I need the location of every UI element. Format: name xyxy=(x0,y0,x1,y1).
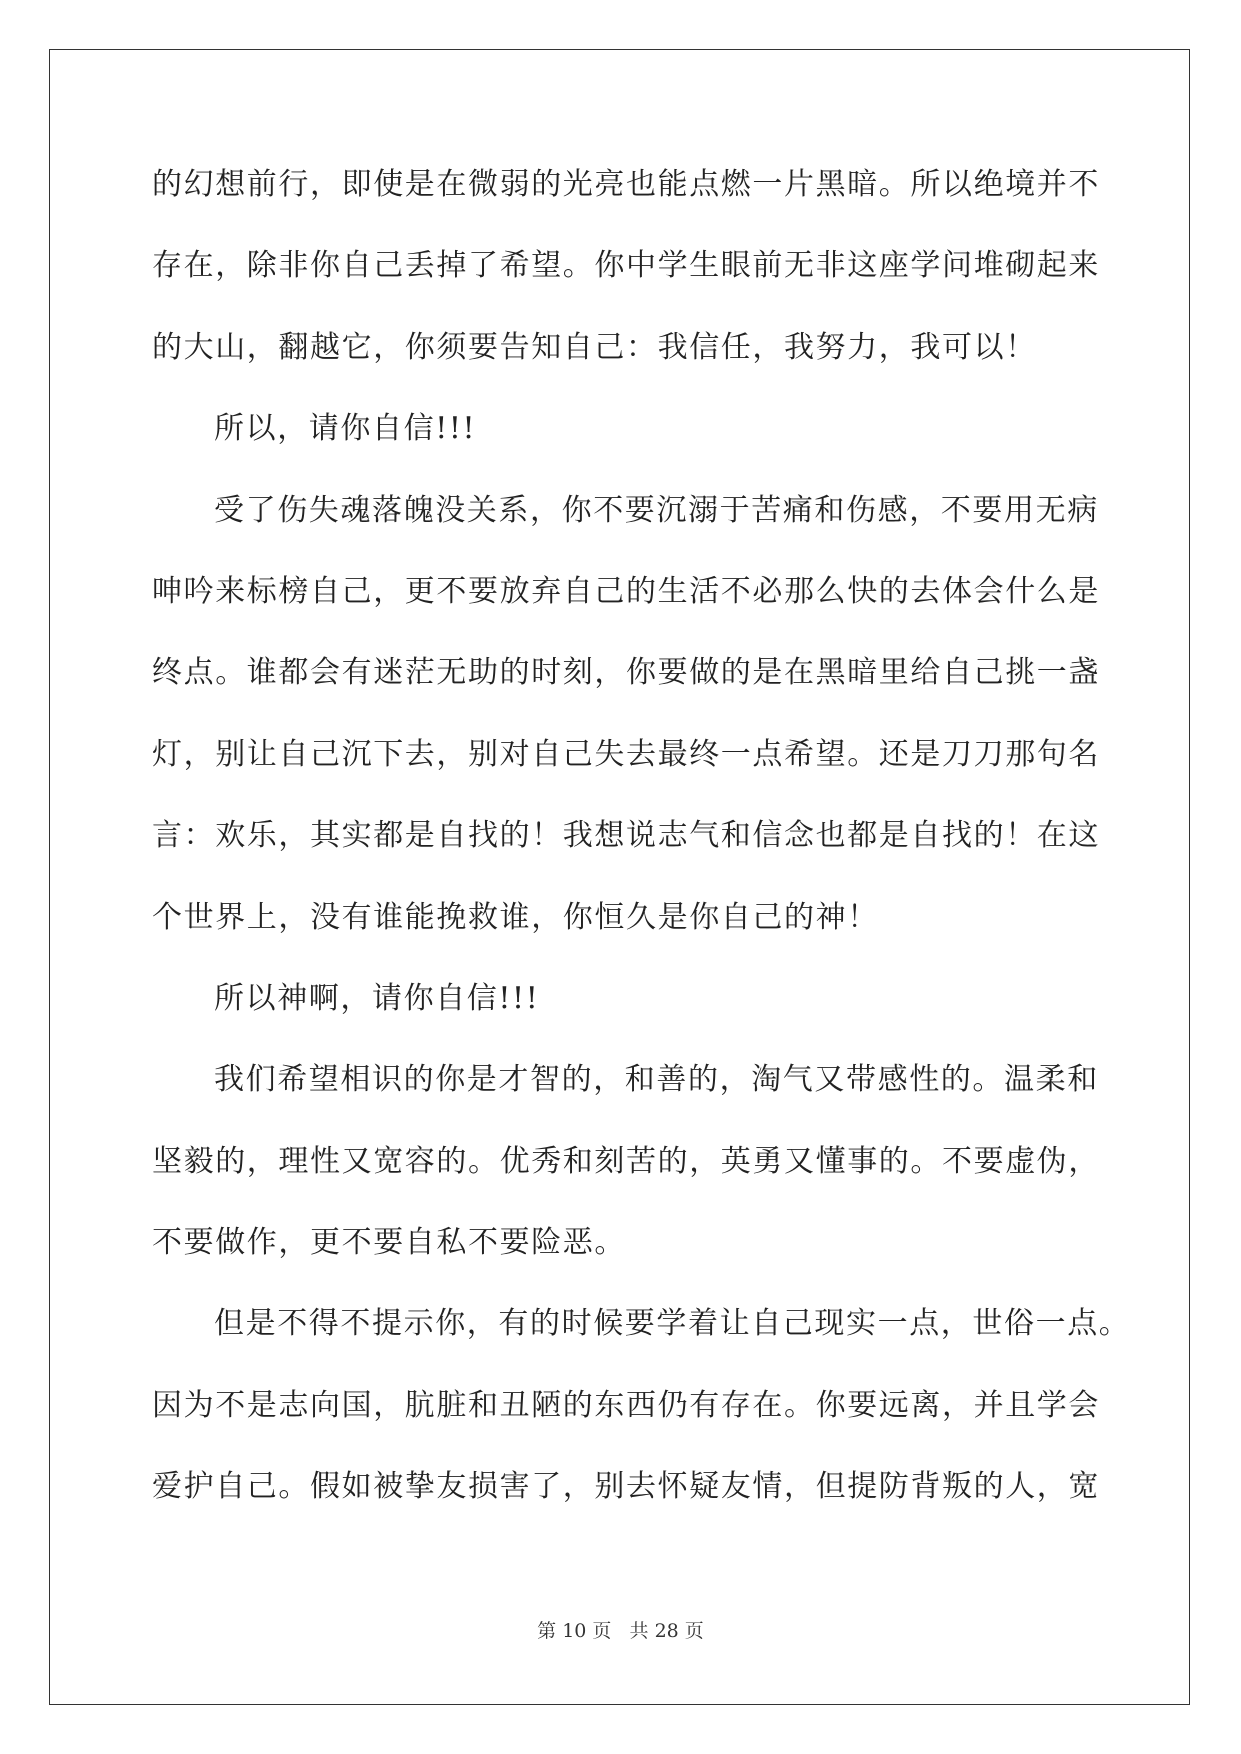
paragraph-first-line: 受了伤失魂落魄没关系，你不要沉溺于苦痛和伤感，不要用无病 xyxy=(214,492,1099,528)
text-line: 爱护自己。假如被挚友损害了，别去怀疑友情，但提防背叛的人，宽 xyxy=(152,1469,1100,1505)
text-line: 的大山，翻越它，你须要告知自己：我信任，我努力，我可以！ xyxy=(152,329,1037,365)
paragraph-first-line: 所以神啊，请你自信!!! xyxy=(214,980,540,1016)
text-line: 言：欢乐，其实都是自找的！我想说志气和信念也都是自找的！在这 xyxy=(152,818,1100,854)
text-line: 因为不是志向国，肮脏和丑陋的东西仍有存在。你要远离，并且学会 xyxy=(152,1387,1100,1423)
text-line: 个世界上，没有谁能挽救谁，你恒久是你自己的神！ xyxy=(152,899,879,935)
text-line: 呻吟来标榜自己，更不要放弃自己的生活不必那么快的去体会什么是 xyxy=(152,573,1100,609)
text-line: 存在，除非你自己丢掉了希望。你中学生眼前无非这座学问堆砌起来 xyxy=(152,248,1100,284)
document-body xyxy=(152,160,1131,1544)
text-line: 不要做作，更不要自私不要险恶。 xyxy=(152,1225,626,1261)
paragraph-first-line: 所以，请你自信!!! xyxy=(214,411,477,447)
page-number-footer: 第 10 页 共 28 页 xyxy=(537,1620,704,1642)
text-line: 终点。谁都会有迷茫无助的时刻，你要做的是在黑暗里给自己挑一盏 xyxy=(152,655,1100,691)
text-line: 灯，别让自己沉下去，别对自己失去最终一点希望。还是刀刀那句名 xyxy=(152,736,1100,772)
paragraph-first-line: 我们希望相识的你是才智的，和善的，淘气又带感性的。温柔和 xyxy=(214,1062,1099,1098)
text-line: 坚毅的，理性又宽容的。优秀和刻苦的，英勇又懂事的。不要虚伪， xyxy=(152,1143,1100,1179)
text-line: 的幻想前行，即使是在微弱的光亮也能点燃一片黑暗。所以绝境并不 xyxy=(152,167,1100,202)
paragraph-first-line: 但是不得不提示你，有的时候要学着让自己现实一点，世俗一点。 xyxy=(214,1306,1131,1342)
